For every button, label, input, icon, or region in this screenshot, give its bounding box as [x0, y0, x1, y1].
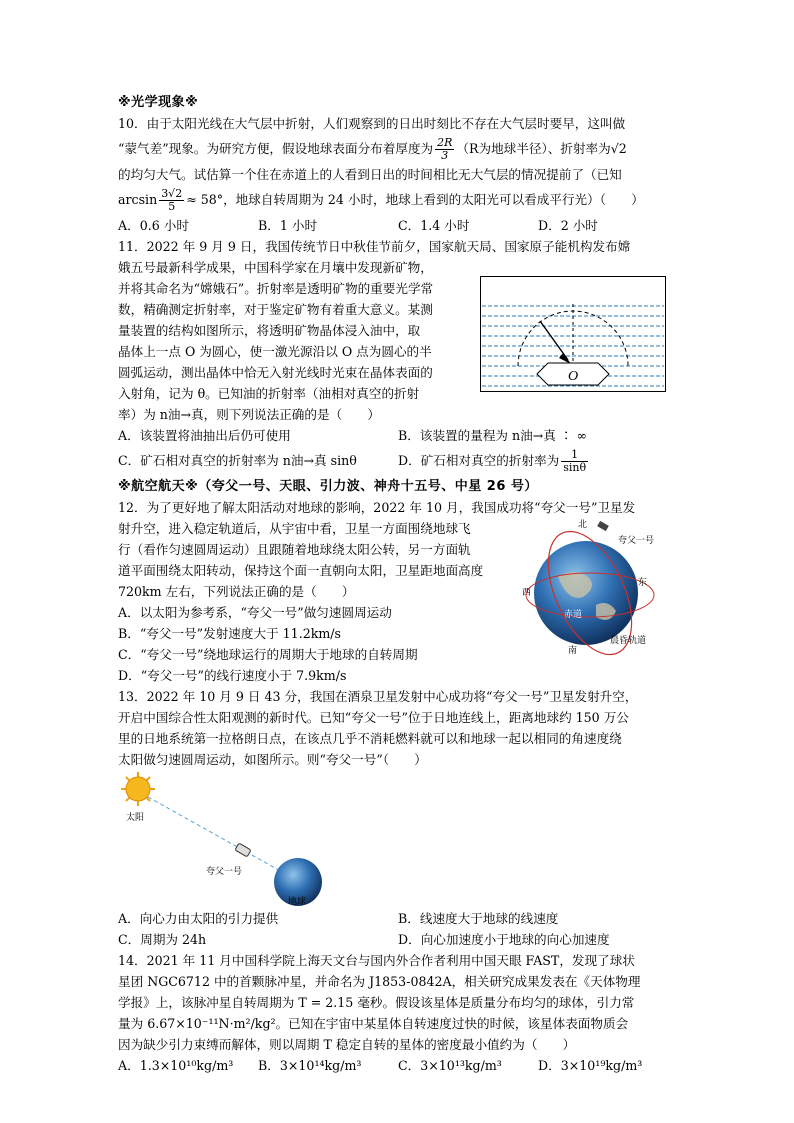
- lagrange-figure: [118, 770, 338, 908]
- q13-option-d: D．向心加速度小于地球的向心加速度: [398, 932, 610, 947]
- q10-option-a: A．0.6 小时: [118, 218, 189, 233]
- q11-body-line: 圆弧运动，测出晶体中恰无入射光线时光束在晶体表面的: [118, 365, 433, 380]
- q11-body-line: 率）为 n油→真，则下列说法正确的是（ ）: [118, 407, 380, 422]
- q13-line: 开启中国综合性太阳观测的新时代。已知“夸父一号”位于日地连线上，距离地球约 150 万公: [118, 710, 629, 725]
- point-o-label: O: [567, 369, 579, 384]
- q14-line: 因为缺少引力束缚而解体，则以周期 T 稳定自转的星体的密度最小值约为（ ）: [118, 1037, 576, 1052]
- q11-body-line: 娥五号最新科学成果，中国科学家在月壤中发现新矿物，: [118, 260, 433, 275]
- q11-body-line: 数，精确测定折射率，对于鉴定矿物有着重大意义。某测: [118, 302, 433, 317]
- q12-option-c: C．“夸父一号”绕地球运行的周期大于地球的自转周期: [118, 647, 418, 662]
- q12-line: 射升空，进入稳定轨道后，从宇宙中看，卫星一方面围绕地球飞: [118, 521, 471, 536]
- q10-line4b: ≈ 58°，地球自转周期为 24 小时，地球上看到的太阳光可以看成平行光）（ ）: [186, 192, 644, 207]
- q11-line1: 11．2022 年 9 月 9 日，我国传统节日中秋佳节前夕，国家航天局、国家原子能机构发布嫦: [118, 239, 631, 254]
- q14-line: 学报》上，该脉冲星自转周期为 T = 2.15 毫秒。假设该星体是质量分布均匀的球体，引力常: [118, 995, 635, 1010]
- question-14: [118, 950, 678, 1076]
- satellite-label: 夸父一号: [618, 536, 655, 546]
- satellite-label: 夸父一号: [206, 867, 243, 877]
- sun-label: 太阳: [126, 813, 145, 823]
- section-title-optics: ※光学现象※: [118, 95, 199, 110]
- sun-icon: [121, 772, 155, 806]
- q10-sqrt: √2: [610, 141, 627, 156]
- q13-line: 里的日地系统第一拉格朗日点，在该点几乎不消耗燃料就可以和地球一起以相同的角速度绕: [118, 731, 622, 746]
- q11-body-line: 晶体上一点 O 为圆心，使一激光源沿以 O 点为圆心的半: [118, 344, 432, 359]
- q11-body-line: 量装置的结构如图所示，将透明矿物晶体浸入油中，取: [118, 323, 421, 338]
- q14-option-c: C．3×10¹³kg/m³: [398, 1058, 502, 1073]
- west-label: 西: [522, 588, 532, 598]
- q11-option-d-fraction: $\frac{1}{\sin\theta}$: [563, 448, 587, 474]
- question-11: [118, 236, 678, 476]
- q11-body-line: 并将其命名为“嫦娥石”。折射率是透明矿物的重要光学常: [118, 281, 434, 296]
- q12-option-d: D．“夸父一号”的线行速度小于 7.9km/s: [118, 668, 347, 683]
- q12-line: 12．为了更好地了解太阳活动对地球的影响，2022 年 10 月，我国成功将“夸父一号”卫星发: [118, 500, 636, 515]
- q12-line: 行（看作匀速圆周运动）且跟随着地球绕太阳公转，另一方面轨: [118, 542, 471, 557]
- q10-line2a: “蒙气差”现象。为研究方便，假设地球表面分布着厚度为: [118, 141, 434, 156]
- q11-option-a: A．该装置将油抽出后仍可使用: [118, 428, 291, 443]
- q10-option-c: C．1.4 小时: [398, 218, 470, 233]
- q11-option-b: B．该装置的量程为 n油→真 ∶ ∞: [398, 428, 587, 443]
- q11-option-c: C．矿石相对真空的折射率为 n油→真 sinθ: [118, 453, 357, 468]
- q14-option-b: B．3×10¹⁴kg/m³: [258, 1058, 362, 1073]
- south-label: 南: [568, 646, 578, 656]
- q12-line: 720km 左右，下列说法正确的是（ ）: [118, 584, 355, 599]
- q11-body-line: 入射角，记为 θ。已知油的折射率（油相对真空的折射: [118, 386, 420, 401]
- question-10: [118, 113, 678, 236]
- q14-line: 量为 6.67×10⁻¹¹N·m²/kg²。已知在宇宙中某星体自转速度过快的时候，该星体表面物质会: [118, 1016, 629, 1031]
- refractometer-figure: [480, 276, 666, 392]
- q14-option-a: A．1.3×10¹⁰kg/m³: [118, 1058, 234, 1073]
- orbit-label: 晨昏轨道: [610, 636, 647, 646]
- q13-option-a: A．向心力由太阳的引力提供: [118, 911, 279, 926]
- q10-option-d: D．2 小时: [538, 218, 598, 233]
- q10-line3: 的均匀大气。试估算一个住在赤道上的人看到日出的时间相比无大气层的情况提前了（已知: [118, 167, 622, 182]
- q11-option-d: D．矿石相对真空的折射率为: [398, 453, 560, 468]
- kuafu-orbit-figure: [518, 517, 673, 659]
- q11-options-ab: [118, 425, 678, 446]
- earth-label: 地球: [288, 897, 307, 907]
- q12-option-b: B．“夸父一号”发射速度大于 11.2km/s: [118, 626, 341, 641]
- question-13: [118, 686, 678, 950]
- q10-options: [118, 215, 678, 236]
- q14-line: 14．2021 年 11 月中国科学院上海天文台与国内外合作者利用中国天眼 FAST，发现了球状: [118, 953, 635, 968]
- q12-option-a: A．以太阳为参考系，“夸父一号”做匀速圆周运动: [118, 605, 392, 620]
- q10-fraction2: $\frac{3√2}{5}$: [161, 187, 183, 213]
- q14-line: 星团 NGC6712 中的首颗脉冲星，并命名为 J1853-0842A，相关研究成果发表在《天体物理: [118, 974, 641, 989]
- q13-line: 太阳做匀速圆周运动，如图所示。则“夸父一号”（ ）: [118, 752, 427, 767]
- equator-label: 赤道: [564, 610, 583, 620]
- q12-line: 道平面围绕太阳转动，保持这个面一直朝向太阳，卫星距地面高度: [118, 563, 484, 578]
- section-title-aerospace: ※航空航天※（夸父一号、天眼、引力波、神舟十五号、中星 26 号）: [118, 479, 538, 494]
- east-label: 东: [638, 578, 648, 588]
- q13-line: 13．2022 年 10 月 9 日 43 分，我国在酒泉卫星发射中心成功将“夸父一号”卫星发射升空，: [118, 689, 638, 704]
- q10-arcsin: arcsin: [118, 192, 158, 207]
- worksheet-page: [118, 92, 678, 1076]
- q13-option-c: C．周期为 24h: [118, 932, 207, 947]
- satellite-icon: [235, 843, 251, 857]
- q11-options-cd: [118, 446, 678, 476]
- satellite-icon: [597, 521, 609, 531]
- north-label: 北: [578, 520, 588, 530]
- q10-line2b: （R为地球半径）、折射率为: [456, 141, 611, 156]
- q10-line1: 10．由于太阳光线在大气层中折射，人们观察到的日出时刻比不存在大气层时要早，这叫做: [118, 116, 626, 131]
- q11-body: [118, 257, 468, 425]
- q10-fraction: $\frac{2R}{3}$: [437, 136, 453, 162]
- q10-option-b: B．1 小时: [258, 218, 318, 233]
- question-12: [118, 497, 678, 686]
- q13-option-b: B．线速度大于地球的线速度: [398, 911, 559, 926]
- q14-option-d: D．3×10¹⁹kg/m³: [538, 1058, 643, 1073]
